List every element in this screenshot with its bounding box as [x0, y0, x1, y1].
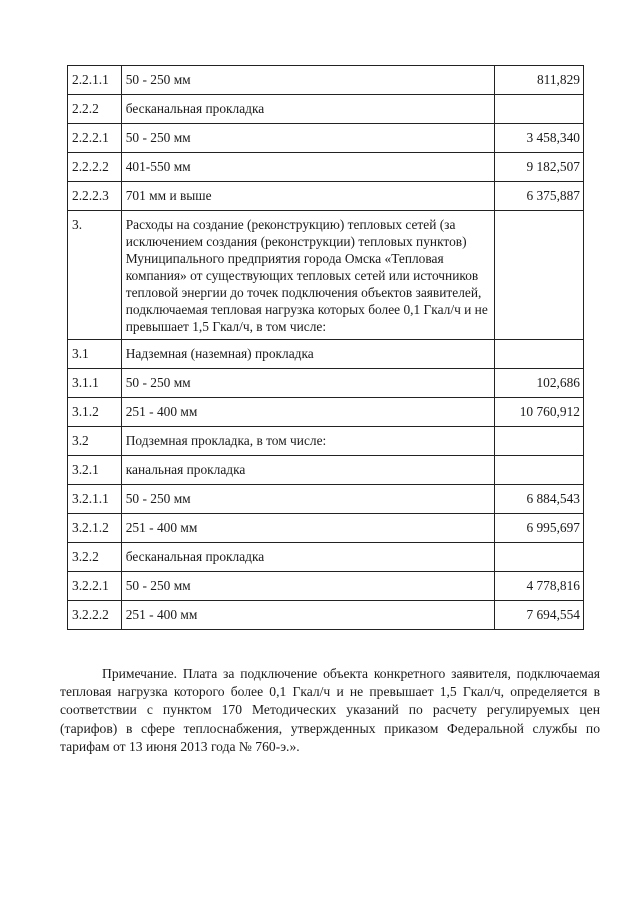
row-value	[494, 340, 583, 369]
table-row	[68, 66, 584, 95]
row-number: 3.2.1	[68, 456, 122, 485]
row-number: 2.2.2	[68, 95, 122, 124]
table-row	[68, 456, 584, 485]
row-description: 251 - 400 мм	[121, 601, 494, 630]
table-row	[68, 369, 584, 398]
row-number: 3.2.1.1	[68, 485, 122, 514]
table-row	[68, 398, 584, 427]
row-value: 7 694,554	[494, 601, 583, 630]
row-value	[494, 456, 583, 485]
row-description: 50 - 250 мм	[121, 124, 494, 153]
row-value: 6 375,887	[494, 182, 583, 211]
table-row	[68, 124, 584, 153]
row-number: 3.1.2	[68, 398, 122, 427]
row-value	[494, 95, 583, 124]
table-row	[68, 427, 584, 456]
row-description: 701 мм и выше	[121, 182, 494, 211]
row-value: 9 182,507	[494, 153, 583, 182]
row-description: бесканальная прокладка	[121, 543, 494, 572]
row-value	[494, 211, 583, 340]
table-row	[68, 572, 584, 601]
tariff-table-body	[68, 66, 584, 630]
row-number: 3.2.2	[68, 543, 122, 572]
row-number: 3.2.2.2	[68, 601, 122, 630]
row-value: 6 995,697	[494, 514, 583, 543]
tariff-table	[67, 65, 584, 630]
row-number: 3.2	[68, 427, 122, 456]
row-description: 50 - 250 мм	[121, 369, 494, 398]
row-description: Расходы на создание (реконструкцию) тепловых сетей (за исключением создания (реконструкции) тепловых пунктов) Муниципального предприятия города Омска «Тепловая компания» от существующих тепловых сетей или источников тепловой энергии до точек подключения объектов заявителей, подключаемая тепловая нагрузка которых более 0,1 Гкал/ч и не превышает 1,5 Гкал/ч, в том числе:	[121, 211, 494, 340]
row-number: 3.2.1.2	[68, 514, 122, 543]
row-number: 3.1.1	[68, 369, 122, 398]
row-number: 2.2.2.2	[68, 153, 122, 182]
table-row	[68, 543, 584, 572]
row-description: канальная прокладка	[121, 456, 494, 485]
footnote-paragraph: Примечание. Плата за подключение объекта конкретного заявителя, подключаемая тепловая нагрузка которого более 0,1 Гкал/ч и не превышает 1,5 Гкал/ч, определяется в соответствии с пунктом 170 Методических указаний по расчету регулируемых цен (тарифов) в сфере теплоснабжения, утвержденных приказом Федеральной службы по тарифам от 13 июня 2013 года № 760-э.».	[60, 666, 600, 754]
row-description: 50 - 250 мм	[121, 485, 494, 514]
row-number: 3.2.2.1	[68, 572, 122, 601]
row-description: Подземная прокладка, в том числе:	[121, 427, 494, 456]
table-row	[68, 211, 584, 340]
table-row	[68, 601, 584, 630]
table-row	[68, 485, 584, 514]
row-description: Надземная (наземная) прокладка	[121, 340, 494, 369]
row-value: 811,829	[494, 66, 583, 95]
row-value: 10 760,912	[494, 398, 583, 427]
row-value	[494, 427, 583, 456]
row-number: 3.1	[68, 340, 122, 369]
table-row	[68, 95, 584, 124]
row-value: 3 458,340	[494, 124, 583, 153]
row-description: 251 - 400 мм	[121, 398, 494, 427]
row-number: 2.2.2.1	[68, 124, 122, 153]
row-number: 2.2.1.1	[68, 66, 122, 95]
row-description: 50 - 250 мм	[121, 572, 494, 601]
row-value: 102,686	[494, 369, 583, 398]
table-row	[68, 182, 584, 211]
row-description: 50 - 250 мм	[121, 66, 494, 95]
row-number: 3.	[68, 211, 122, 340]
row-description: бесканальная прокладка	[121, 95, 494, 124]
row-value	[494, 543, 583, 572]
row-description: 401-550 мм	[121, 153, 494, 182]
table-row	[68, 340, 584, 369]
row-value: 6 884,543	[494, 485, 583, 514]
table-row	[68, 153, 584, 182]
row-description: 251 - 400 мм	[121, 514, 494, 543]
table-row	[68, 514, 584, 543]
row-value: 4 778,816	[494, 572, 583, 601]
row-number: 2.2.2.3	[68, 182, 122, 211]
